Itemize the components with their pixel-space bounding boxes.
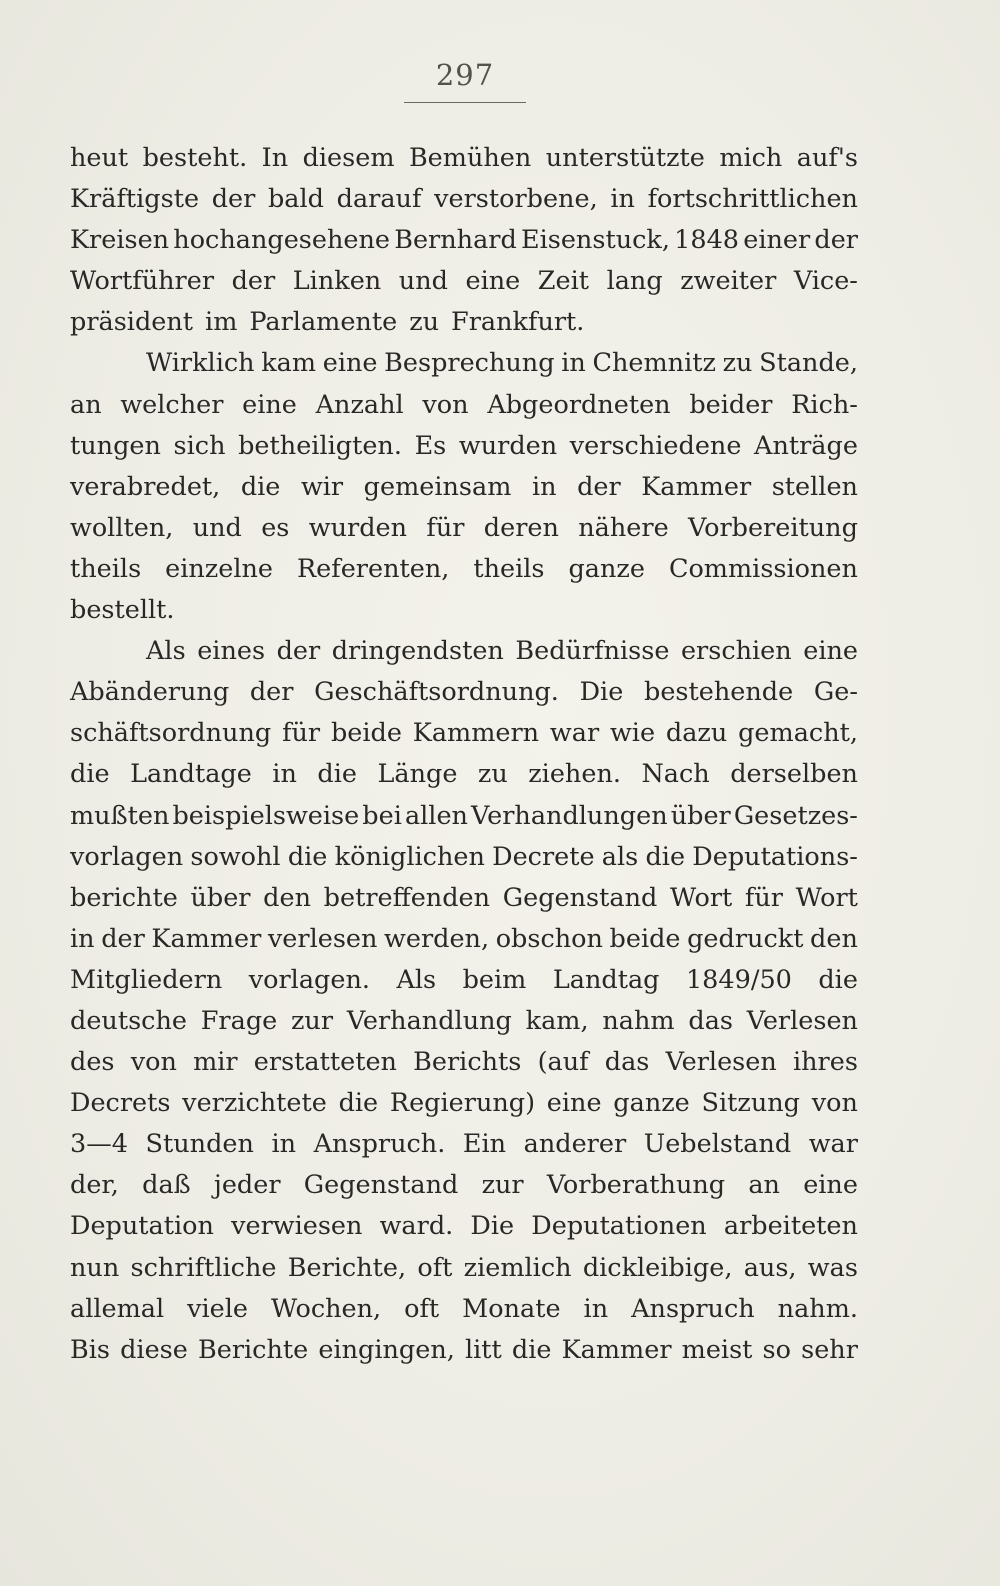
word: Bemühen — [408, 143, 532, 173]
word: die — [645, 841, 686, 872]
word: stellen — [771, 471, 858, 502]
word: Nach — [641, 759, 710, 790]
text-line — [70, 878, 858, 919]
text-line — [70, 343, 858, 384]
word: im — [205, 307, 238, 338]
word: zu — [409, 307, 440, 338]
text-line — [70, 385, 858, 426]
word: in — [272, 759, 297, 790]
word: Anspruch. — [313, 1129, 446, 1160]
word: Berichte — [197, 1334, 309, 1365]
word: Landtag — [552, 964, 660, 995]
word: Stunden — [145, 1129, 254, 1160]
word: derselben — [730, 759, 858, 790]
text-line — [70, 179, 858, 220]
text-line — [70, 960, 858, 1001]
word: eine — [803, 1170, 858, 1201]
page-number: 297 — [435, 58, 495, 92]
word: Commissionen — [668, 553, 858, 584]
text-line — [70, 754, 858, 795]
text-line — [70, 467, 858, 508]
word: besteht. — [142, 143, 248, 173]
word: die — [511, 1334, 552, 1365]
word: unterstützte — [545, 143, 705, 173]
word: wollten, — [70, 512, 174, 543]
word: Ein — [462, 1129, 507, 1160]
text-line — [70, 1289, 858, 1330]
word: eingingen, — [318, 1334, 455, 1365]
word: hochangesehene — [173, 225, 391, 256]
word: der, — [70, 1170, 119, 1201]
word: die — [70, 759, 110, 790]
word: der — [231, 266, 276, 297]
word: Decrets — [70, 1088, 171, 1119]
text-line — [70, 1330, 858, 1371]
word: eine — [546, 1088, 602, 1119]
text-line — [70, 1248, 858, 1289]
word: Deputations- — [692, 841, 858, 872]
word: Referenten, — [296, 553, 450, 584]
word: vorlagen — [70, 841, 184, 872]
word: betreffenden — [323, 882, 491, 913]
text-line — [70, 1165, 858, 1206]
word: von — [422, 389, 469, 420]
word: In — [261, 143, 289, 173]
word: Bis — [70, 1334, 110, 1365]
word: Anspruch — [631, 1293, 755, 1324]
word: Vice- — [793, 266, 858, 297]
word: Bernhard — [394, 225, 517, 256]
word: obschon — [495, 923, 603, 954]
word: Geschäftsordnung. — [314, 677, 559, 708]
word: mir — [193, 1047, 238, 1078]
word: Vorbereitung — [688, 512, 858, 543]
text-line — [70, 672, 858, 713]
word: das — [604, 1047, 650, 1078]
word: 3—4 — [70, 1129, 128, 1160]
word: der — [211, 184, 256, 215]
word: arbeiteten — [723, 1211, 858, 1242]
word: in — [271, 1129, 297, 1160]
text-line — [70, 549, 858, 590]
word: Wort — [669, 882, 733, 913]
word: sehr — [801, 1334, 858, 1365]
word: oft — [417, 1252, 453, 1283]
word: mußten — [70, 800, 170, 831]
word: (auf — [537, 1047, 589, 1078]
word: zur — [291, 1005, 334, 1036]
word: kam — [261, 348, 317, 379]
text-line — [70, 426, 858, 467]
word: Stande, — [759, 348, 858, 379]
word: eine — [322, 348, 378, 379]
word: nahm — [602, 1005, 675, 1036]
word: Abänderung — [70, 677, 230, 708]
word: ganze — [613, 1088, 690, 1119]
word: Gesetzes- — [733, 800, 858, 831]
word: gemeinsam — [363, 471, 512, 502]
word: der — [276, 636, 321, 667]
word: Decrete — [492, 841, 595, 872]
word: dazu — [665, 718, 728, 749]
word: die — [818, 964, 858, 995]
word: in — [531, 471, 557, 502]
word: ziehen. — [528, 759, 621, 790]
word: vorlagen. — [248, 964, 370, 995]
word: Uebelstand — [643, 1129, 792, 1160]
word: Kammer — [641, 471, 752, 502]
word: von — [130, 1047, 177, 1078]
word: an — [748, 1170, 780, 1201]
word: Anzahl — [315, 389, 404, 420]
word: Mitgliedern — [70, 964, 223, 995]
word: zu — [477, 759, 508, 790]
word: was — [807, 1252, 858, 1283]
word: gedruckt — [687, 923, 804, 954]
word: den — [810, 923, 858, 954]
text-line — [70, 138, 858, 179]
word: Verlesen — [665, 1047, 777, 1078]
word: an — [70, 389, 102, 420]
text-line — [70, 1124, 858, 1165]
word: über — [190, 882, 251, 913]
word: verschiedene — [569, 430, 742, 461]
word: aus, — [743, 1252, 797, 1283]
word: zur — [481, 1170, 524, 1201]
word: in — [583, 1293, 609, 1324]
word: war — [549, 718, 600, 749]
word: als — [601, 841, 639, 872]
word: theils — [70, 553, 142, 584]
word: eine — [803, 636, 858, 667]
word: eine — [465, 266, 521, 297]
word: Kräftigste — [70, 184, 200, 215]
word: mich — [719, 143, 783, 173]
word: erstatteten — [253, 1047, 397, 1078]
word: verwiesen — [231, 1211, 363, 1242]
word: verabredet, — [70, 471, 221, 502]
word: erschien — [680, 636, 792, 667]
word: lang — [606, 266, 663, 297]
word: Gegenstand — [502, 882, 658, 913]
text-line — [70, 1001, 858, 1042]
word: heut — [70, 143, 129, 173]
word: auf's — [796, 143, 858, 173]
word: präsident — [70, 307, 194, 338]
word: sich — [173, 430, 226, 461]
word: beide — [330, 718, 402, 749]
word: allemal — [70, 1293, 165, 1324]
word: in — [561, 348, 586, 379]
word: bestellt. — [70, 595, 175, 626]
word: tungen — [70, 430, 161, 461]
word: ganze — [568, 553, 645, 584]
word: eines — [197, 636, 266, 667]
word: darauf — [336, 184, 422, 215]
word: des — [70, 1047, 115, 1078]
word: Rich- — [791, 389, 858, 420]
word: Verlesen — [746, 1005, 858, 1036]
word: wir — [300, 471, 344, 502]
word: Die — [470, 1211, 515, 1242]
word: über — [670, 800, 731, 831]
word: welcher — [120, 389, 224, 420]
word: wie — [609, 718, 656, 749]
word: Ge- — [813, 677, 858, 708]
word: Länge — [377, 759, 458, 790]
word: deren — [483, 512, 559, 543]
word: jeder — [213, 1170, 281, 1201]
word: beider — [689, 389, 773, 420]
text-line — [70, 261, 858, 302]
word: kam, — [525, 1005, 589, 1036]
word: Als — [396, 964, 437, 995]
text-line — [70, 1083, 858, 1124]
word: von — [811, 1088, 858, 1119]
text-line — [70, 1042, 858, 1083]
word: für — [282, 718, 321, 749]
word: betheiligten. — [238, 430, 402, 461]
word: schäftsordnung — [70, 718, 272, 749]
word: diese — [120, 1334, 188, 1365]
word: Chemnitz — [592, 348, 716, 379]
word: die — [317, 759, 357, 790]
text-line — [70, 508, 858, 549]
word: Wort — [795, 882, 858, 913]
word: es — [261, 512, 290, 543]
word: für — [426, 512, 465, 543]
word: ihres — [792, 1047, 858, 1078]
text-line — [70, 1206, 858, 1247]
word: den — [263, 882, 311, 913]
word: Verhandlungen — [471, 800, 668, 831]
word: Parlamente — [249, 307, 398, 338]
word: Berichte, — [287, 1252, 407, 1283]
word: Kammer — [151, 923, 262, 954]
word: dickleibige, — [582, 1252, 733, 1283]
word: einer — [743, 225, 811, 256]
word: beide — [609, 923, 681, 954]
word: dringendsten — [331, 636, 504, 667]
word: das — [688, 1005, 733, 1036]
word: anderer — [523, 1129, 627, 1160]
word: verstorbene, — [434, 184, 598, 215]
word: der — [577, 471, 621, 502]
word: Anträge — [754, 430, 858, 461]
word: 1848 — [674, 225, 740, 256]
word: Als — [146, 636, 186, 667]
word: so — [762, 1334, 791, 1365]
word: werden, — [384, 923, 490, 954]
header-rule — [404, 102, 526, 103]
word: die — [240, 471, 281, 502]
text-line — [70, 919, 858, 960]
word: theils — [473, 553, 545, 584]
word: fortschrittlichen — [647, 184, 858, 215]
word: schriftliche — [130, 1252, 277, 1283]
word: Linken — [292, 266, 382, 297]
word: Frage — [200, 1005, 278, 1036]
word: Berichts — [413, 1047, 522, 1078]
word: Deputation — [70, 1211, 214, 1242]
text-line — [70, 220, 858, 261]
word: bald — [267, 184, 324, 215]
word: Kammer — [561, 1334, 672, 1365]
word: diesem — [302, 143, 395, 173]
word: bei — [362, 800, 402, 831]
word: oft — [404, 1293, 440, 1324]
word: Zeit — [537, 266, 590, 297]
word: bestehende — [644, 677, 794, 708]
word: Sitzung — [701, 1088, 800, 1119]
word: in — [70, 923, 95, 954]
word: gemacht, — [738, 718, 858, 749]
word: zu — [722, 348, 753, 379]
word: beispielsweise — [172, 800, 360, 831]
word: beim — [462, 964, 527, 995]
word: königlichen — [334, 841, 485, 872]
word: und — [398, 266, 448, 297]
text-line — [70, 713, 858, 754]
word: Besprechung — [384, 348, 555, 379]
word: Abgeordneten — [487, 389, 671, 420]
word: allen — [404, 800, 468, 831]
word: Verhandlung — [346, 1005, 512, 1036]
word: in — [610, 184, 635, 215]
word: Wirklich — [146, 348, 255, 379]
word: der — [249, 677, 294, 708]
word: meist — [681, 1334, 753, 1365]
word: war — [808, 1129, 858, 1160]
word: Landtage — [130, 759, 252, 790]
word: Deputationen — [531, 1211, 707, 1242]
word: wurden — [308, 512, 408, 543]
word: Kammern — [412, 718, 540, 749]
word: einzelne — [165, 553, 274, 584]
text-line — [70, 590, 858, 631]
text-line — [70, 631, 858, 672]
word: ziemlich — [463, 1252, 572, 1283]
text-line — [70, 302, 858, 343]
word: verzichtete — [182, 1088, 327, 1119]
word: nun — [70, 1252, 120, 1283]
word: ward. — [379, 1211, 454, 1242]
word: Regierung) — [389, 1088, 536, 1119]
word: zweiter — [680, 266, 777, 297]
word: Wochen, — [271, 1293, 382, 1324]
word: Die — [579, 677, 624, 708]
word: Gegenstand — [303, 1170, 459, 1201]
word: Es — [414, 430, 447, 461]
word: die — [338, 1088, 379, 1119]
word: und — [192, 512, 242, 543]
word: nähere — [578, 512, 669, 543]
word: der — [814, 225, 858, 256]
word: 1849/50 — [685, 964, 792, 995]
word: deutsche — [70, 1005, 187, 1036]
word: eine — [242, 389, 297, 420]
word: wurden — [458, 430, 558, 461]
word: Monate — [462, 1293, 561, 1324]
word: berichte — [70, 882, 178, 913]
word: nahm. — [777, 1293, 858, 1324]
word: Eisenstuck, — [520, 225, 670, 256]
body-text — [70, 138, 858, 1371]
word: daß — [142, 1170, 191, 1201]
text-line — [70, 796, 858, 837]
word: verlesen — [267, 923, 378, 954]
word: viele — [187, 1293, 249, 1324]
word: für — [744, 882, 783, 913]
word: der — [101, 923, 145, 954]
word: Bedürfnisse — [515, 636, 670, 667]
word: Vorberathung — [546, 1170, 726, 1201]
word: Kreisen — [70, 225, 170, 256]
word: sowohl — [190, 841, 281, 872]
word: litt — [464, 1334, 502, 1365]
word: Wortführer — [70, 266, 215, 297]
word: die — [287, 841, 328, 872]
word: Frankfurt. — [451, 307, 585, 338]
text-line — [70, 837, 858, 878]
